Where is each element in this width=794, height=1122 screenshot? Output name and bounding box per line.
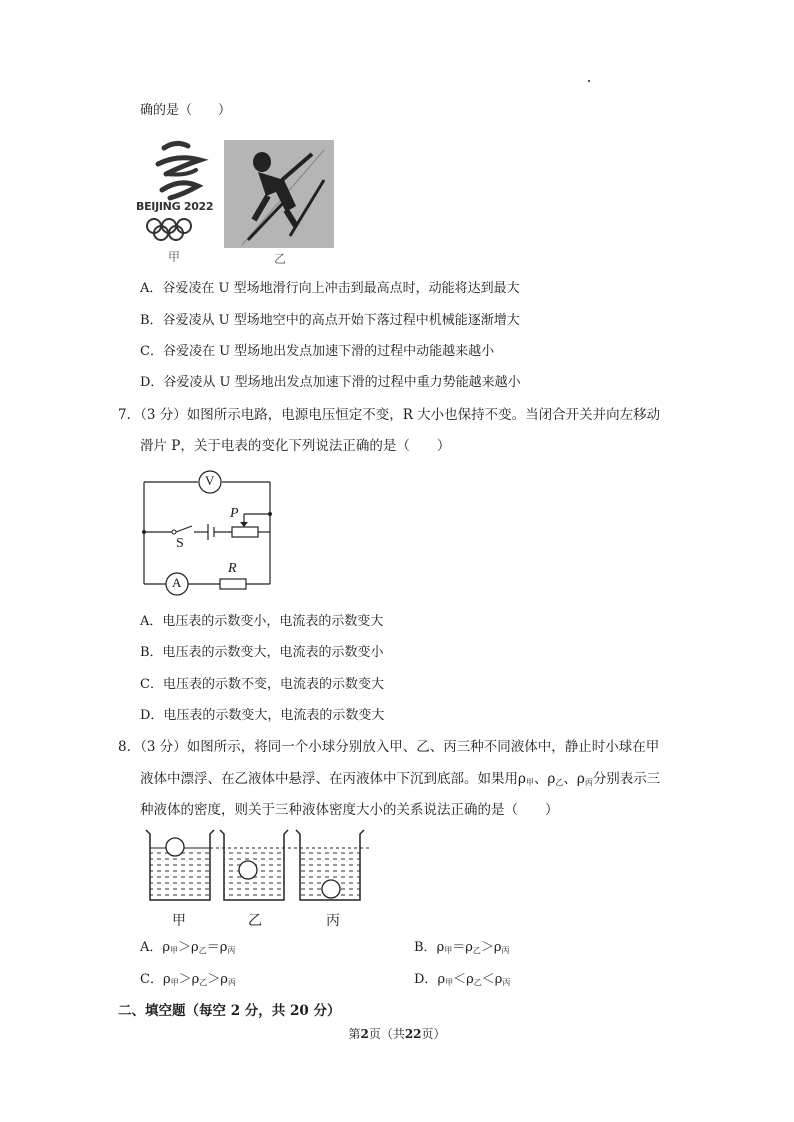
q6-option-a: A．谷爱凌在 U 型场地滑行向上冲击到最高点时，动能将达到最大 <box>140 281 520 296</box>
q7-stem-line1: 7．（3 分）如图所示电路，电源电压恒定不变，R 大小也保持不变。当闭合开关并向左移动 <box>118 407 661 423</box>
beijing-2022-logo-figure <box>136 136 222 266</box>
resistor-label: R <box>228 561 237 576</box>
voltmeter-label: V <box>205 473 215 488</box>
q7-option-b: B．电压表的示数变大，电流表的示数变小 <box>140 645 384 660</box>
beaker-label-bing: 丙 <box>326 913 340 929</box>
scan-dot <box>588 80 590 82</box>
q8-option-d: D．$\rho_甲<\rho_乙<\rho_丙$ <box>414 972 511 987</box>
beaker-label-jia: 甲 <box>172 913 186 929</box>
slider-label: P <box>230 506 239 521</box>
q8-stem-line1: 8．（3 分）如图所示，将同一个小球分别放入甲、乙、丙三种不同液体中，静止时小球在甲 <box>118 739 660 755</box>
question-6-stem-end: 确的是（ ） <box>140 103 232 118</box>
skier-photo <box>224 140 334 248</box>
q8-option-c: C．$\rho_甲>\rho_乙>\rho_丙$ <box>140 972 236 987</box>
beaker-label-yi: 乙 <box>248 913 262 929</box>
figure-label-yi: 乙 <box>274 252 287 266</box>
switch-label: S <box>176 536 184 551</box>
q6-option-d: D．谷爱凌从 U 型场地出发点加速下滑的过程中重力势能越来越小 <box>140 375 521 390</box>
q6-option-b: B．谷爱凌从 U 型场地空中的高点开始下落过程中机械能逐渐增大 <box>140 313 520 328</box>
logo-text: BEIJING 2022 <box>136 200 214 213</box>
q8-stem-line3: 种液体的密度，则关于三种液体密度大小的关系说法正确的是（ ） <box>140 802 559 818</box>
q6-option-c: C．谷爱凌在 U 型场地出发点加速下滑的过程中动能越来越小 <box>140 344 495 359</box>
q7-stem-line2: 滑片 P，关于电表的变化下列说法正确的是（ ） <box>140 438 451 454</box>
q7-option-a: A．电压表的示数变小，电流表的示数变大 <box>140 614 384 629</box>
section-2-title: 二、填空题（每空 2 分，共 20 分） <box>118 1003 341 1019</box>
figure-label-jia: 甲 <box>168 250 181 264</box>
circuit-diagram <box>136 466 286 598</box>
q8-stem-line2: 液体中漂浮、在乙液体中悬浮、在丙液体中下沉到底部。如果用$\rho_甲$、$\rho_乙$、$\rho_丙$分别表示三 <box>140 771 661 787</box>
q8-option-b: B．$\rho_甲=\rho_乙>\rho_丙$ <box>414 940 510 955</box>
page-footer: 第2页（共22页） <box>348 1027 446 1041</box>
q8-option-a: A．$\rho_甲>\rho_乙=\rho_丙$ <box>140 940 236 955</box>
ammeter-label: A <box>172 575 182 590</box>
beakers-diagram <box>140 826 370 906</box>
q7-option-d: D．电压表的示数变大，电流表的示数变大 <box>140 708 385 723</box>
q7-option-c: C．电压表的示数不变，电流表的示数变大 <box>140 677 384 692</box>
